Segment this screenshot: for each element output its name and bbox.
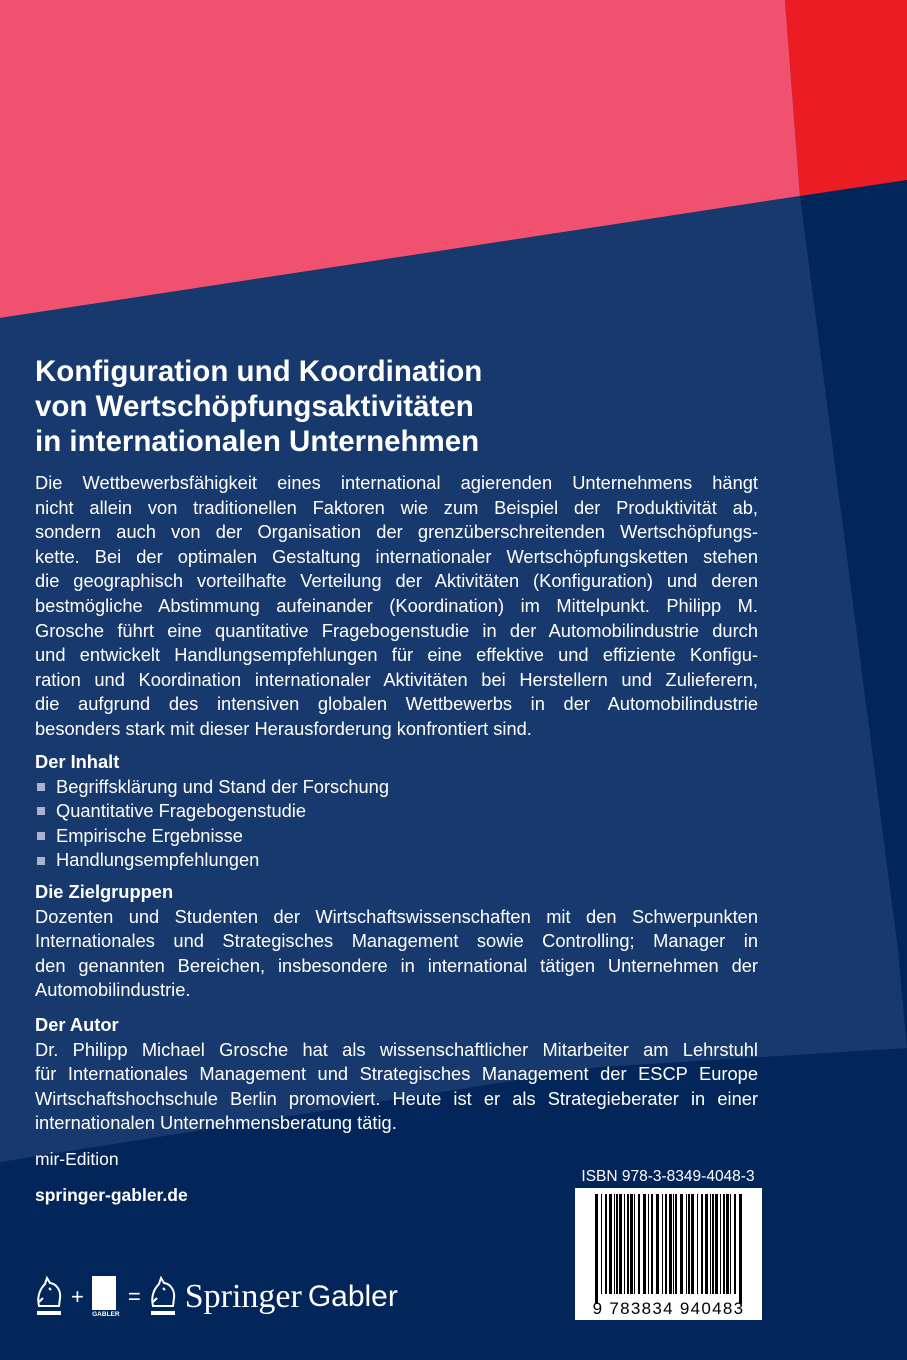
barcode-bar: [686, 1194, 687, 1294]
barcode-bar: [673, 1194, 674, 1294]
text-line: Internationales und Strategisches Management sowie Controlling; Manager in: [35, 930, 758, 952]
list-item: [35, 799, 758, 824]
text-line: sondern auch von der Organisation der grenzüberschreitenden Wertschöpfungs-: [35, 521, 758, 543]
text-line: Automobilindustrie.: [35, 979, 191, 1001]
springer-wordmark: Springer: [184, 1278, 302, 1315]
barcode-bar: [710, 1194, 711, 1294]
barcode-bar: [634, 1194, 635, 1294]
barcode-bar: [630, 1194, 633, 1294]
author-section: [35, 1013, 758, 1136]
text-line: kette. Bei der optimalen Gestaltung internationaler Wertschöpfungsketten stehen: [35, 545, 758, 567]
edition-label: mir-Edition: [35, 1149, 119, 1169]
barcode-bar: [665, 1194, 667, 1294]
barcode-bar: [701, 1194, 703, 1294]
bullet-square-icon: [37, 783, 45, 791]
text-line: bestmögliche Abstimmung aufeinander (Koordination) im Mittelpunkt. Philipp M.: [35, 594, 758, 616]
barcode-digits: 9 783834 940483: [592, 1299, 745, 1318]
section-heading: Der Autor: [35, 1014, 119, 1035]
intro-paragraph: [35, 471, 758, 742]
barcode-bar: [662, 1194, 663, 1294]
text-line: ration und Koordination internationaler Aktivitäten bei Herstellern und Zulieferern,: [35, 668, 758, 690]
barcode-bar: [595, 1194, 598, 1304]
text-line: für Internationales Management und Strategisches Management der ESCP Europe: [35, 1063, 758, 1085]
text-line: die aufgrund des intensiven globalen Wettbewerbs in der Automobilindustrie: [35, 693, 758, 715]
equals-sign: =: [127, 1284, 141, 1309]
section-heading: Die Zielgruppen: [35, 881, 174, 902]
barcode-bar: [619, 1194, 622, 1294]
barcode-bar: [609, 1194, 612, 1294]
barcode-bar: [648, 1194, 649, 1294]
bullet-square-icon: [37, 857, 45, 865]
website-link[interactable]: springer-gabler.de: [35, 1185, 188, 1205]
gabler-wordmark: Gabler: [307, 1280, 398, 1313]
title-line: Konfiguration und Koordination: [35, 355, 483, 388]
text-line: nicht allein von traditionellen Faktoren wie zum Beispiel der Produktivität ab,: [35, 496, 758, 518]
gabler-logo-icon: [90, 1276, 122, 1318]
plus-sign: +: [71, 1284, 84, 1309]
barcode-bar: [651, 1194, 653, 1294]
text-line: die geographisch vorteilhafte Verteilung der Aktivitäten (Konfiguration) und deren: [35, 570, 758, 592]
barcode-bar: [601, 1194, 602, 1294]
red-strip: [785, 0, 907, 196]
barcode-bar: [726, 1194, 729, 1294]
barcode-bar: [627, 1194, 629, 1294]
bullet-square-icon: [37, 832, 45, 840]
barcode-bar: [680, 1194, 683, 1294]
section-heading: Der Inhalt: [35, 751, 120, 772]
text-line: Dozenten und Studenten der Wirtschaftswissenschaften mit den Schwerpunkten: [35, 905, 758, 927]
list-item-label: Empirische Ergebnisse: [56, 824, 243, 846]
contents-section: [35, 750, 758, 873]
text-line: Wirtschaftshochschule Berlin promoviert. Heute ist er als Strategieberater in einer: [35, 1087, 758, 1109]
barcode-bar: [720, 1194, 721, 1294]
text-line: Die Wettbewerbsfähigkeit eines international agierenden Unternehmens hängt: [35, 472, 758, 493]
barcode-bar: [643, 1194, 646, 1294]
barcode-bar: [715, 1194, 718, 1294]
gabler-small-label: GABLER: [92, 1311, 120, 1318]
text-line: Grosche führt eine quantitative Fragebogenstudie in der Automobilindustrie durch: [35, 619, 758, 641]
barcode-bar: [624, 1194, 625, 1294]
isbn-number: ISBN 978-3-8349-4048-3: [581, 1168, 755, 1185]
list-item: [35, 824, 758, 849]
barcode-bar: [730, 1194, 731, 1294]
text-line: den genannten Bereichen, insbesondere in international tätigen Unternehmen der: [35, 954, 758, 976]
barcode-bar: [669, 1194, 672, 1294]
list-item-label: Quantitative Fragebogenstudie: [56, 800, 307, 822]
barcode-bar: [656, 1194, 659, 1294]
barcode-bars: [575, 1194, 762, 1304]
text-line: Dr. Philipp Michael Grosche hat als wissenschaftlicher Mitarbeiter am Lehrstuhl: [35, 1038, 758, 1060]
barcode-bar: [739, 1194, 742, 1304]
book-title: [35, 354, 482, 459]
list-item-label: Handlungsempfehlungen: [56, 849, 260, 871]
barcode-bar: [723, 1194, 725, 1294]
barcode-bar: [691, 1194, 694, 1294]
barcode: [575, 1188, 762, 1320]
text-line: und entwickelt Handlungsempfehlungen für eine effektive und effiziente Konfigu-: [35, 644, 758, 666]
title-line: von Wertschöpfungsaktivitäten: [35, 390, 474, 423]
text-line: internationalen Unternehmensberatung tätig.: [35, 1112, 397, 1134]
list-item-label: Begriffsklärung und Stand der Forschung: [56, 775, 389, 797]
barcode-bar: [675, 1194, 677, 1294]
barcode-bar: [688, 1194, 690, 1294]
barcode-bar: [734, 1194, 736, 1294]
barcode-bar: [712, 1194, 714, 1294]
publisher-logo: [33, 1276, 398, 1318]
springer-knight-icon: [33, 1276, 65, 1318]
barcode-bar: [616, 1194, 618, 1294]
list-item: [35, 775, 758, 800]
barcode-bar: [705, 1194, 708, 1294]
barcode-bar: [638, 1194, 640, 1294]
title-line: in internationalen Unternehmen: [35, 425, 480, 458]
list-item: [35, 848, 758, 873]
barcode-bar: [605, 1194, 607, 1294]
barcode-bar: [614, 1194, 615, 1294]
springer-knight-icon: [147, 1276, 179, 1318]
text-line: besonders stark mit dieser Herausforderung konfrontiert sind.: [35, 717, 532, 739]
target-groups-section: [35, 880, 758, 1003]
bullet-square-icon: [37, 807, 45, 815]
barcode-bar: [697, 1194, 698, 1294]
